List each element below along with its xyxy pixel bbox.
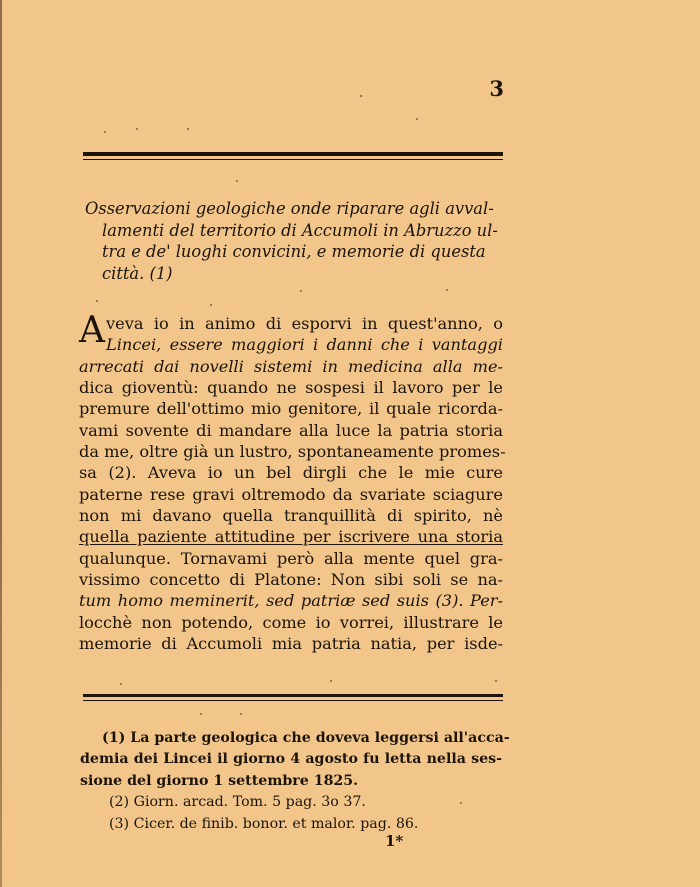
body-line: arrecati dai novelli sistemi in medicina alla me- bbox=[79, 356, 503, 376]
footnotes bbox=[80, 728, 510, 835]
body-line: memorie di Accumoli mia patria natia, per isde- bbox=[79, 634, 503, 654]
body-line-underlined: quella paziente attitudine per iscrivere una storia bbox=[79, 527, 503, 547]
footnote-1-line: demia dei Lincei il giorno 4 agosto fu letta nella ses- bbox=[80, 751, 502, 768]
title-line: tra e de' luoghi convicini, e memorie di questa bbox=[102, 242, 486, 261]
body-line: vissimo concetto di Platone: Non sibi soli se na- bbox=[79, 570, 503, 590]
signature-mark: 1* bbox=[385, 832, 404, 850]
print-speck bbox=[240, 713, 242, 715]
body-line: Lincei, essere maggiori i danni che i vantaggi bbox=[106, 335, 503, 355]
footnote-2: (2) Giorn. arcad. Tom. 5 pag. 3o 37. bbox=[109, 794, 366, 811]
footnote-rule bbox=[83, 694, 503, 701]
print-speck bbox=[187, 128, 189, 130]
print-speck bbox=[330, 680, 332, 682]
print-speck bbox=[300, 290, 302, 292]
print-speck bbox=[104, 131, 106, 133]
page-number: 3 bbox=[489, 76, 504, 101]
footnote-1-line: sione del giorno 1 settembre 1825. bbox=[80, 772, 359, 789]
title-line: città. (1) bbox=[102, 263, 173, 283]
drop-cap: A bbox=[79, 310, 105, 351]
print-speck bbox=[96, 300, 98, 302]
body-line: da me, oltre già un lustro, spontaneamente promes- bbox=[79, 442, 506, 462]
print-speck bbox=[360, 95, 362, 97]
body-paragraph bbox=[79, 310, 506, 655]
print-speck bbox=[460, 802, 462, 804]
body-line: sa (2). Aveva io un bel dirgli che le mie cure bbox=[79, 463, 503, 483]
body-line: non mi davano quella tranquillità di spirito, nè bbox=[79, 506, 503, 526]
title-line: Osservazioni geologiche onde riparare agli avval- bbox=[85, 199, 494, 218]
print-speck bbox=[446, 289, 448, 291]
chapter-title bbox=[85, 198, 502, 284]
print-speck bbox=[200, 713, 202, 715]
title-line: lamenti del territorio di Accumoli in Abruzzo ul- bbox=[102, 220, 498, 240]
body-line: qualunque. Tornavami però alla mente quel gra- bbox=[79, 548, 503, 568]
print-speck bbox=[495, 680, 497, 682]
footnote-1-line: (1) La parte geologica che doveva leggersi all'acca- bbox=[102, 730, 510, 746]
body-line: tum homo meminerit, sed patriæ sed suis (3). Per- bbox=[79, 591, 503, 611]
print-speck bbox=[120, 683, 122, 685]
print-speck bbox=[136, 128, 138, 130]
body-line: premure dell'ottimo mio genitore, il quale ricorda- bbox=[79, 399, 503, 419]
header-rule bbox=[83, 152, 503, 160]
print-speck bbox=[236, 180, 238, 182]
print-speck bbox=[210, 304, 212, 306]
footnote-3: (3) Cicer. de finib. bonor. et malor. pag. 86. bbox=[109, 815, 419, 832]
body-line: vami sovente di mandare alla luce la patria storia bbox=[79, 420, 503, 440]
page-edge-shadow bbox=[0, 0, 2, 887]
body-line: dica gioventù: quando ne sospesi il lavoro per le bbox=[79, 378, 503, 398]
body-line: locchè non potendo, come io vorrei, illustrare le bbox=[79, 612, 503, 632]
print-speck bbox=[416, 118, 418, 120]
body-line-text: veva io in animo di esporvi in quest'anno, o bbox=[106, 314, 503, 333]
body-line: paterne rese gravi oltremodo da svariate sciagure bbox=[79, 484, 503, 504]
